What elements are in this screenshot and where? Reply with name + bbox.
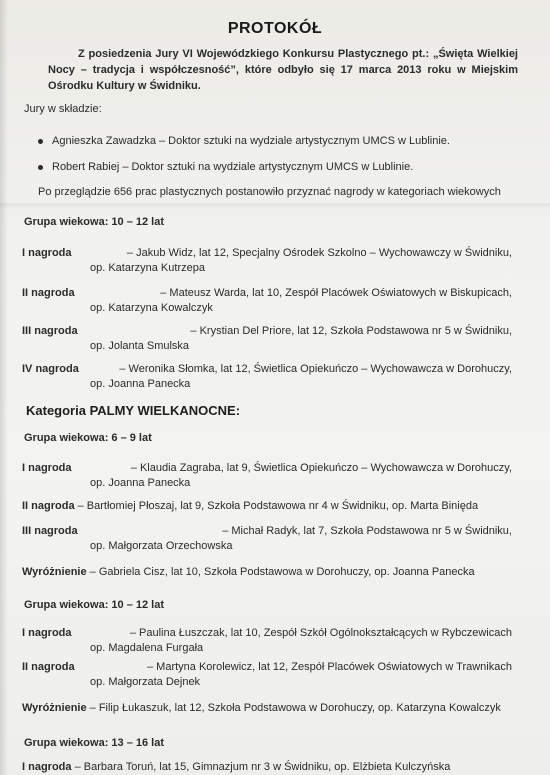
award-entry: III nagroda – Krystian Del Priore, lat 12, Szkoła Podstawowa nr 5 w Świdniku, op. Jolanta Smulska — [22, 325, 512, 352]
age-group-heading: Grupa wiekowa: 13 – 16 lat — [24, 737, 165, 749]
award-entry: III nagroda – Michał Radyk, lat 7, Szkoła Podstawowa nr 5 w Świdniku, op. Małgorzata Orzechowska — [22, 525, 512, 552]
award-entry: I nagroda – Jakub Widz, lat 12, Specjalny Ośrodek Szkolno – Wychowawczy w Świdniku, op. Katarzyna Kutrzepa — [22, 247, 512, 274]
review-statement: Po przeglądzie 656 prac plastycznych postanowiło przyznać nagrody w kategoriach wiekowych — [38, 186, 501, 198]
category-heading: Kategoria PALMY WIELKANOCNE: — [26, 403, 241, 418]
jury-member: Robert Rabiej – Doktor sztuki na wydziale artystycznym UMCS w Lublinie. — [38, 161, 413, 173]
intro-paragraph: Z posiedzenia Jury VI Wojewódzkiego Konkursu Plastycznego pt.: „Święta Wielkiej Nocy – tradycja i współczesność”, które odbyło się 17 marca 2013 roku w Miejskim Ośrodku Kultury w Świdniku. — [48, 48, 518, 92]
paper-fold — [0, 203, 550, 209]
age-group-heading: Grupa wiekowa: 6 – 9 lat — [24, 432, 152, 444]
award-entry: IV nagroda – Weronika Słomka, lat 12, Świetlica Opiekuńczo – Wychowawcza w Dorohuczy, op. Joanna Panecka — [22, 363, 512, 390]
award-entry: I nagroda – Paulina Łuszczak, lat 10, Zespół Szkół Ogólnokształcących w Rybczewicach op. Magdalena Furgała — [22, 627, 512, 654]
page-edge-shadow — [0, 0, 8, 775]
award-entry: I nagroda – Klaudia Zagraba, lat 9, Świetlica Opiekuńczo – Wychowawcza w Dorohuczy, op. Joanna Panecka — [22, 462, 512, 489]
bullet-icon — [38, 139, 43, 144]
award-entry: II nagroda – Bartłomiej Płoszaj, lat 9, Szkoła Podstawowa nr 4 w Świdniku, op. Marta Binięda — [22, 500, 479, 512]
jury-member: Agnieszka Zawadzka – Doktor sztuki na wydziale artystycznym UMCS w Lublinie. — [38, 135, 450, 147]
award-entry: II nagroda – Martyna Korolewicz, lat 12, Zespół Placówek Oświatowych w Trawnikach op. Małgorzata Dejnek — [22, 661, 512, 688]
award-entry: Wyróżnienie – Gabriela Cisz, lat 10, Szkoła Podstawowa w Dorohuczy, op. Joanna Panecka — [22, 566, 475, 578]
document-title: PROTOKÓŁ — [227, 20, 323, 37]
award-entry: Wyróżnienie – Filip Łukaszuk, lat 12, Szkoła Podstawowa w Dorohuczy, op. Katarzyna Kowalczyk — [22, 702, 501, 714]
award-entry: II nagroda – Mateusz Warda, lat 10, Zespół Placówek Oświatowych w Biskupicach, op. Katarzyna Kowalczyk — [22, 287, 512, 314]
age-group-heading: Grupa wiekowa: 10 – 12 lat — [24, 216, 165, 228]
jury-label: Jury w składzie: — [24, 103, 102, 115]
award-entry: I nagroda – Barbara Toruń, lat 15, Gimnazjum nr 3 w Świdniku, op. Elżbieta Kulczyńska — [22, 761, 451, 773]
age-group-heading: Grupa wiekowa: 10 – 12 lat — [24, 599, 165, 611]
bullet-icon — [38, 165, 43, 170]
